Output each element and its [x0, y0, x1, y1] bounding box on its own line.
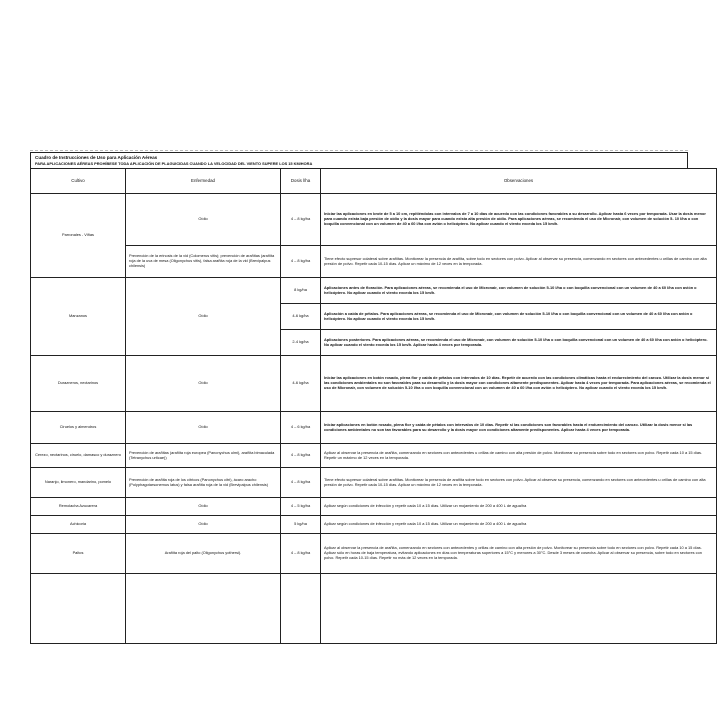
- cell-dosis: 4 – 6 kg/ha: [281, 412, 321, 444]
- table-row: [31, 444, 717, 468]
- cell-observaciones: Aplicaciones posteriores. Para aplicaciones aéreas, se recomienda el uso de Micronair, con volumen de solución 5-10 l/ha o con boquilla convencional con un volumen de 40 a 60 l/ha con avión o helicóptero. No aplicar cuando el viento exceda los 15 km/h. Aplicar hasta 4 veces por temporada.: [321, 330, 717, 356]
- col-dosis: Dosis l/ha: [281, 169, 321, 194]
- cell-dosis: 5 kg/ha: [281, 516, 321, 534]
- cell-dosis: 4 – 8 kg/ha: [281, 246, 321, 278]
- table-title: Cuadro de Instrucciones de Uso para Aplicación Aéreas: [35, 155, 158, 160]
- cell-observaciones: Aplicar al observar la presencia de arañita, comenzando en sectores con antecedentes u orillas de camino con alta presión de polvo. Monitorear su presencia sobre todo en sectores con polvo. Repetir cada 10 a 15 días. Repetir un máximo de 12 veces en la temporada.: [321, 444, 717, 468]
- cell-dosis: 8 kg/ha: [281, 278, 321, 304]
- cell-empty: [281, 574, 321, 644]
- cell-dosis: 4 – 8 kg/ha: [281, 194, 321, 246]
- cell-cultivo: Paltos: [31, 534, 126, 574]
- col-cultivo: Cultivo: [31, 169, 126, 194]
- table-header-block: [30, 152, 688, 168]
- cell-enfermedad: Prevención de arañitas (arañita roja europea (Panonychus ulmi), arañita bimaculada (Tetranychus urticae)): [126, 444, 281, 468]
- table-row: [31, 194, 717, 246]
- cell-observaciones: Tiene efecto supresor colateral sobre arañitas. Monitorear la presencia de arañita, sobre todo en sectores con polvo. Aplicar al observar su presencia, comenzando en sectores con antecedentes u orillas de camino con alta presión de polvo. Repetir cada 10-15 días. Aplicar un máximo de 12 veces en la temporada.: [321, 246, 717, 278]
- cell-cultivo: Durazneros, nectarinos: [31, 356, 126, 412]
- cell-dosis: 2-4 kg/ha: [281, 330, 321, 356]
- cell-dosis: 4-6 kg/ha: [281, 356, 321, 412]
- cell-cultivo: Naranjo, limonero, mandarino, pomelo: [31, 468, 126, 498]
- cell-enfermedad: Oídio: [126, 498, 281, 516]
- cell-dosis: 4 – 8 kg/ha: [281, 444, 321, 468]
- cell-dosis: 4-6 kg/ha: [281, 304, 321, 330]
- cell-observaciones: Aplicar al observar la presencia de arañita, comenzando en sectores con antecedentes y orillas de camino con alta presión de polvo. Monitorear su presencia sobre todo en sectores con polvo. Repetir cada 10 a 15 días. Aplicar sólo en horas de baja temperatura, evitando aplicaciones en días con temperaturas superiores a 15°C y menores a 30°C. Desde 3 meses de cosecha. Aplicar al observar su presencia, sobre todo en sectores con polvo. Repetir cada 10-15 días. Repetir no más de 12 veces en la temporada.: [321, 534, 717, 574]
- cell-enfermedad: Oídio: [126, 412, 281, 444]
- cell-empty: [321, 574, 717, 644]
- table-row: [31, 468, 717, 498]
- cell-dosis: 4 – 8 kg/ha: [281, 534, 321, 574]
- table-row: [31, 278, 717, 304]
- cell-empty: [126, 574, 281, 644]
- cell-enfermedad: Prevención de la erinosis de la vid (Colomerus vitis); prevención de arañitas (arañita roja de la uva de mesa (Oligonychus vitis), falsa arañita roja de la vid (Brevipalpus chilensis): [126, 246, 281, 278]
- col-enfermedad: Enfermedad: [126, 169, 281, 194]
- cell-enfermedad: Prevención de arañita roja de los cítricos (Panonychus citri), ácaro aracho (Polyphagotarsonemus latus) y falsa arañita roja de la vid (Brevipalpus chilensis): [126, 468, 281, 498]
- table-row: [31, 516, 717, 534]
- cell-observaciones: Tiene efecto supresor colateral sobre arañitas. Monitorear la presencia de arañita sobre todo en sectores con polvo. Aplicar al observar su presencia, comenzando en sectores con antecedentes u orillas de camino con alta presión de polvo. Repetir cada 10-15 días. Aplicar un máximo de 12 veces en la temporada.: [321, 468, 717, 498]
- cell-observaciones: Aplicar según condiciones de infección y repetir cada 10 a 15 días. Utilizar un mojamiento de 200 a 400 L de agua/ha: [321, 516, 717, 534]
- cell-observaciones: Aplicaciones antes de floración. Para aplicaciones aéreas, se recomienda el uso de Micronair, con volumen de solución 5-10 l/ha o con boquilla convencional con un volumen de 40 a 60 l/ha con avión o helicóptero. No aplicar cuando el viento exceda los 15 km/h.: [321, 278, 717, 304]
- cell-enfermedad: Oídio: [126, 194, 281, 246]
- instructions-document: [30, 152, 711, 644]
- page-top-dashed-line: [30, 150, 688, 151]
- table-header-row: [31, 169, 717, 194]
- cell-cultivo: Ciruelos y almendros: [31, 412, 126, 444]
- cell-observaciones: Aplicar según condiciones de infección y repetir cada 10 a 15 días. Utilizar un mojamiento de 200 a 400 L de agua/ha: [321, 498, 717, 516]
- table-row: [31, 246, 717, 278]
- cell-enfermedad: Arañita roja del palto (Oligonychus yothersi).: [126, 534, 281, 574]
- table-row: [31, 498, 717, 516]
- cell-observaciones: Aplicación a caída de pétalos. Para aplicaciones aéreas, se recomienda el uso de Micronair, con volumen de solución 5-10 l/ha o con boquilla convencional con un volumen de 40 a 60 l/ha con avión o helicóptero. No aplicar cuando el viento exceda los 15 km/h.: [321, 304, 717, 330]
- table-row: [31, 356, 717, 412]
- cell-dosis: 4 – 5 kg/ha: [281, 498, 321, 516]
- table-row: [31, 412, 717, 444]
- cell-enfermedad: Oídio: [126, 278, 281, 356]
- cell-cultivo: Achicoria: [31, 516, 126, 534]
- table-blank-row: [31, 574, 717, 644]
- table-warning: PARA APLICACIONES AÉREAS PROHÍBESE TODA APLICACIÓN DE PLAGUICIDAS CUANDO LA VELOCIDAD DEL VIENTO SUPERE LOS 15 KM/HORA: [35, 161, 313, 166]
- cell-cultivo: Cerezo, nectarinos, ciruelo, damasco y duraznero: [31, 444, 126, 468]
- cell-dosis: 4 – 8 kg/ha: [281, 468, 321, 498]
- cell-observaciones: Iniciar las aplicaciones en brote de 5 a 10 cm, repitiéndolas con intervalos de 7 a 10 días de acuerdo con las condiciones favorables a su desarrollo. Aplicar hasta 6 veces por temporada. Usar la dosis menor para cuando exista baja presión de oídio y la dosis mayor para cuando exista alta presión de oídio. Para aplicaciones aéreas, se recomienda el uso de Micronair, con volumen de solución 5- 10 l/ha o con boquilla convencional con un volumen de 40 a 60 l/ha con avión o helicóptero. No aplicar cuando el viento exceda los 15 km/h.: [321, 194, 717, 246]
- instructions-table: [30, 168, 717, 644]
- cell-observaciones: Iniciar aplicaciones en botón rosado, plena flor y caída de pétalos con intervalos de 10 días. Repetir si las condiciones son favorables hasta el endurecimiento del carozo. Utilizar la dosis menor si las condiciones ambientales no son tan favorables para su desarrollo y la dosis mayor con condiciones altamente predisponentes. Aplicar hasta 4 veces por temporada.: [321, 412, 717, 444]
- table-row: [31, 534, 717, 574]
- cell-enfermedad: Oídio: [126, 356, 281, 412]
- cell-observaciones: Iniciar las aplicaciones en botón rosado, plena flor y caída de pétalos con intervalos de 10 días. Repetir de acuerdo con las condiciones climáticas hasta el endurecimiento del carozo. Utilizar la dosis menor si las condiciones ambientales no son favorables para su desarrollo y la dosis mayor con condiciones altamente predisponentes. Aplicar hasta 4 veces por temporada. Para aplicaciones aéreas, se recomienda el uso de Micronair, con volumen de solución 5-10 l/ha o con boquilla convencional con un volumen de 40 a 60 l/ha con avión o helicóptero. No aplicar cuando el viento exceda los 15 km/h.: [321, 356, 717, 412]
- col-observaciones: Observaciones: [321, 169, 717, 194]
- cell-enfermedad: Oídio: [126, 516, 281, 534]
- cell-empty: [31, 574, 126, 644]
- cell-cultivo: Remolacha Azucarera: [31, 498, 126, 516]
- cell-cultivo: Manzanos: [31, 278, 126, 356]
- cell-cultivo: Parronales - Viñas: [31, 194, 126, 278]
